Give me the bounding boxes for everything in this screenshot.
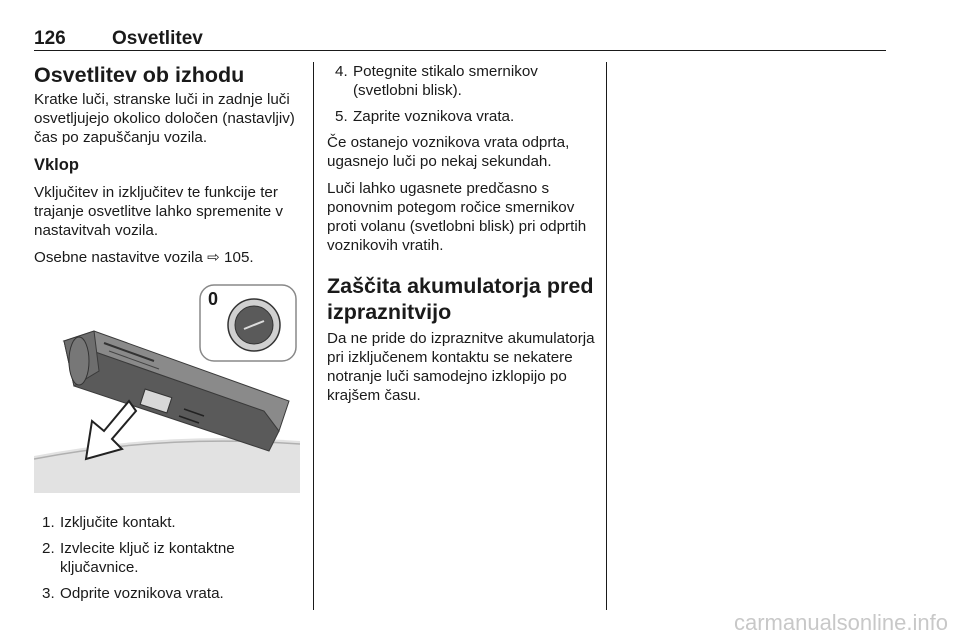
subsection-heading: Vklop [34, 156, 79, 174]
steps-list-right [327, 62, 595, 126]
battery-section-title: Zaščita akumulatorja pred izpraznitvijo [327, 274, 594, 324]
settings-paragraph: Vključitev in izključitev te funkcije ter trajanje osvetlitve lahko spremenite v nastavitvah vozila. [34, 184, 284, 239]
early-off-paragraph: Luči lahko ugasnete predčasno s ponovnim potegom ročice smernikov proti volanu (svetlobni blisk) pri odprtih voznikovih vratih. [327, 180, 587, 254]
column-left [34, 62, 302, 610]
reference-page: 105. [224, 249, 254, 266]
reference-paragraph [34, 248, 302, 267]
column-divider [313, 62, 314, 610]
list-item: 3. Odprite voznikova vrata. [42, 585, 224, 602]
column-middle [327, 62, 595, 413]
light-switch-illustration [34, 281, 300, 493]
steps-list-left [34, 513, 302, 603]
list-item: 1. Izključite kontakt. [42, 514, 176, 531]
list-item: 5. Zaprite voznikova vrata. [335, 108, 515, 125]
ignition-switch-inset [200, 285, 296, 361]
intro-paragraph: Kratke luči, stranske luči in zadnje luči osvetljujejo okolico določen (nastavljiv) čas po zapuščanju vozila. [34, 91, 295, 146]
page-header [34, 28, 886, 51]
section-title: Osvetlitev ob izhodu [34, 63, 245, 87]
ignition-position-label: 0 [208, 289, 219, 309]
watermark: carmanualsonline.info [733, 610, 948, 635]
door-open-paragraph: Če ostanejo voznikova vrata odprta, ugasnejo luči po nekaj sekundah. [327, 134, 570, 170]
reference-arrow-icon: ⇨ [207, 249, 220, 266]
battery-paragraph: Da ne pride do izpraznitve akumulatorja pri izključenem kontaktu se nekatere notranje luči samodejno izklopijo po krajšem času. [327, 330, 595, 404]
list-item: 2. Izvlecite ključ iz kontaktne ključavnice. [42, 540, 235, 576]
reference-text: Osebne nastavitve vozila [34, 249, 203, 266]
page-number: 126 [34, 28, 66, 49]
column-divider [606, 62, 607, 610]
chapter-title: Osvetlitev [112, 28, 203, 49]
list-item: 4. Potegnite stikalo smernikov (svetlobni blisk). [335, 63, 538, 99]
